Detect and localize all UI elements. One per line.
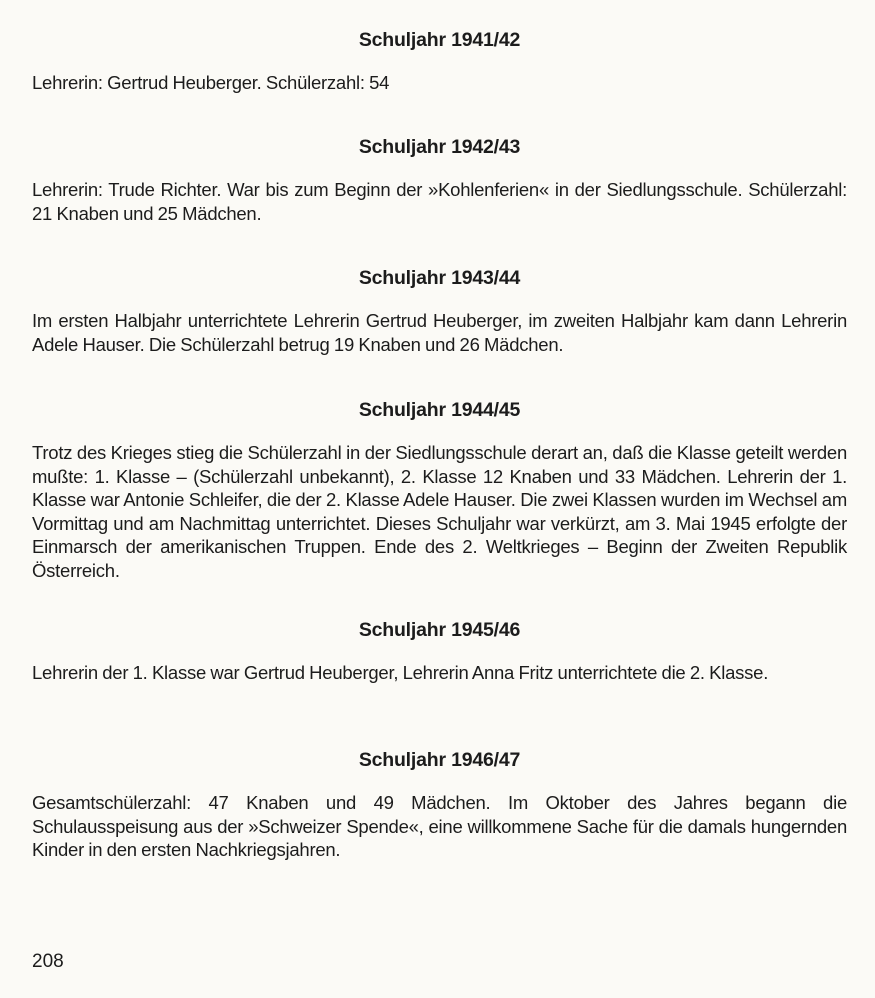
section-heading: Schuljahr 1943/44 [358, 267, 521, 289]
section-heading: Schuljahr 1941/42 [358, 29, 521, 51]
section-text: Lehrerin der 1. Klasse war Gertrud Heuberger, Lehrerin Anna Fritz unterrichtete die 2. Klasse. [32, 662, 769, 683]
section-1946-47 [32, 748, 847, 862]
section-1943-44 [32, 266, 847, 356]
section-text: Lehrerin: Gertrud Heuberger. Schülerzahl: 54 [32, 72, 390, 93]
section-text: Lehrerin: Trude Richter. War bis zum Beginn der »Kohlenferien« in der Siedlungsschule. Schülerzahl: 21 Knaben und 25 Mädchen. [32, 179, 847, 224]
section-text: Gesamtschülerzahl: 47 Knaben und 49 Mädchen. Im Oktober des Jahres begann die Schulausspeisung aus der »Schweizer Spende«, eine willkommene Sache für die damals hungernden Kinder in den ersten Nachkriegsjahren. [32, 792, 847, 861]
page-number: 208 [32, 951, 64, 972]
section-heading: Schuljahr 1944/45 [358, 399, 521, 421]
section-heading: Schuljahr 1946/47 [358, 749, 521, 771]
section-1941-42 [32, 28, 847, 95]
section-heading: Schuljahr 1942/43 [358, 136, 521, 158]
section-1944-45 [32, 398, 847, 583]
section-1945-46 [32, 618, 847, 685]
section-heading: Schuljahr 1945/46 [358, 619, 521, 641]
section-1942-43 [32, 135, 847, 225]
section-text: Im ersten Halbjahr unterrichtete Lehrerin Gertrud Heuberger, im zweiten Halbjahr kam dann Lehrerin Adele Hauser. Die Schülerzahl betrug 19 Knaben und 26 Mädchen. [32, 310, 847, 355]
section-text: Trotz des Krieges stieg die Schülerzahl in der Siedlungsschule derart an, daß die Klasse geteilt werden mußte: 1. Klasse – (Schülerzahl unbekannt), 2. Klasse 12 Knaben und 33 Mädchen. Lehrerin der 1. Klasse war Antonie Schleifer, die der 2. Klasse Adele Hauser. Die zwei Klassen wurden im Wechsel am Vormittag und am Nachmittag unterrichtet. Dieses Schuljahr war verkürzt, am 3. Mai 1945 erfolgte der Einmarsch der amerikanischen Truppen. Ende des 2. Weltkrieges – Beginn der Zweiten Republik Österreich. [32, 442, 847, 581]
